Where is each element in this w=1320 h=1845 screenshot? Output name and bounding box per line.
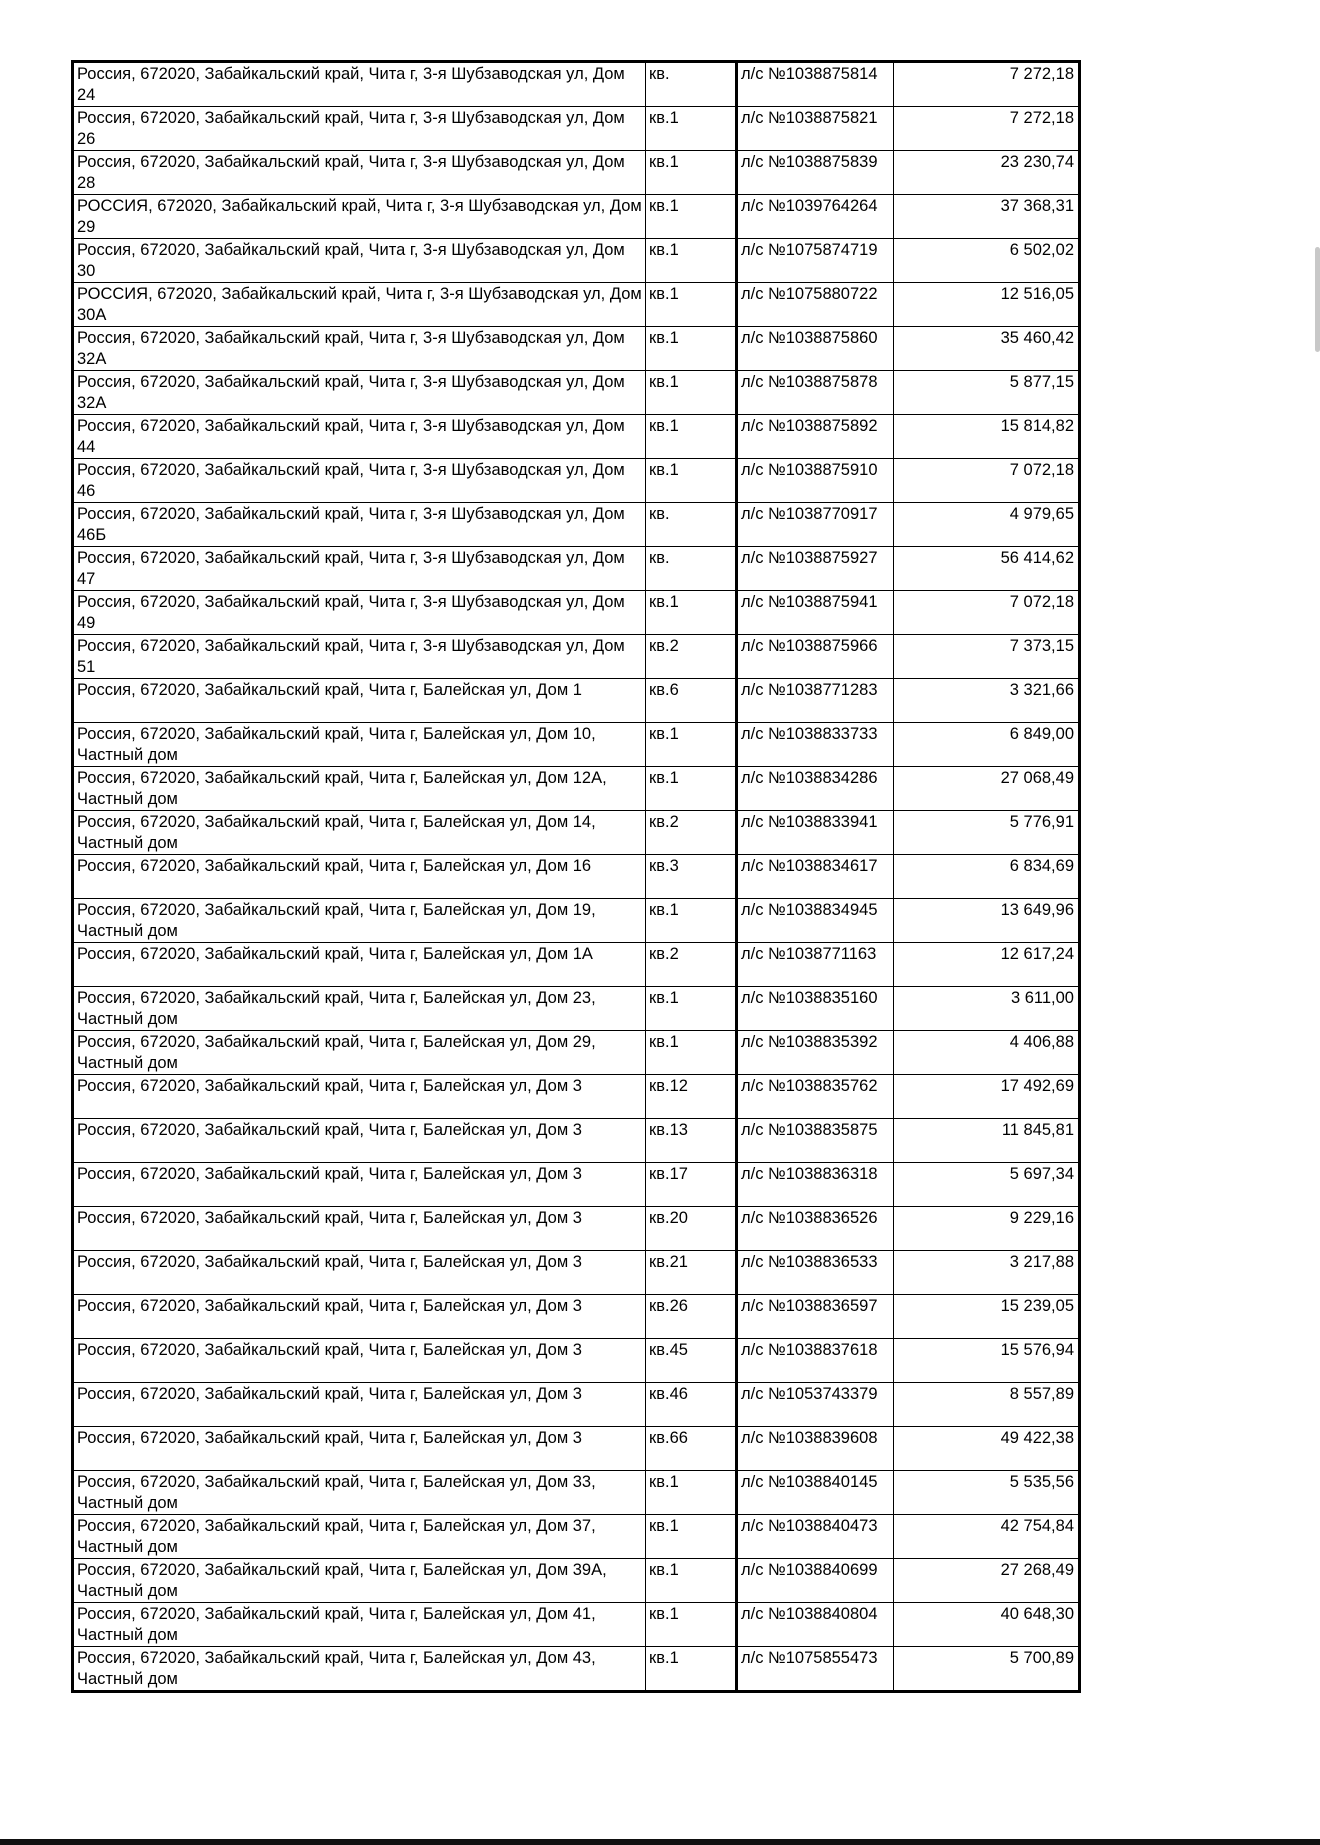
table-row — [73, 503, 1080, 547]
table-row — [73, 151, 1080, 195]
apartment-cell: кв. — [646, 503, 737, 547]
account-cell: л/с №1038836318 — [737, 1163, 894, 1207]
account-cell: л/с №1038833733 — [737, 723, 894, 767]
amount-cell: 5 535,56 — [894, 1471, 1080, 1515]
address-cell: Россия, 672020, Забайкальский край, Чита г, 3-я Шубзаводская ул, Дом 28 — [73, 151, 646, 195]
apartment-cell: кв.1 — [646, 899, 737, 943]
table-row — [73, 1075, 1080, 1119]
address-cell: Россия, 672020, Забайкальский край, Чита г, Балейская ул, Дом 3 — [73, 1075, 646, 1119]
apartment-cell: кв.1 — [646, 1559, 737, 1603]
apartment-cell: кв.1 — [646, 1515, 737, 1559]
address-cell: Россия, 672020, Забайкальский край, Чита г, 3-я Шубзаводская ул, Дом 30 — [73, 239, 646, 283]
table-row — [73, 899, 1080, 943]
table-row — [73, 1515, 1080, 1559]
apartment-cell: кв.1 — [646, 195, 737, 239]
amount-cell: 56 414,62 — [894, 547, 1080, 591]
account-cell: л/с №1038875941 — [737, 591, 894, 635]
bottom-bar — [0, 1839, 1320, 1845]
table-row — [73, 283, 1080, 327]
amount-cell: 5 877,15 — [894, 371, 1080, 415]
apartment-cell: кв.1 — [646, 415, 737, 459]
amount-cell: 15 576,94 — [894, 1339, 1080, 1383]
account-cell: л/с №1038875860 — [737, 327, 894, 371]
apartment-cell: кв.21 — [646, 1251, 737, 1295]
apartment-cell: кв.66 — [646, 1427, 737, 1471]
apartment-cell: кв. — [646, 62, 737, 107]
address-cell: Россия, 672020, Забайкальский край, Чита г, Балейская ул, Дом 3 — [73, 1339, 646, 1383]
address-cell: Россия, 672020, Забайкальский край, Чита г, Балейская ул, Дом 23, Частный дом — [73, 987, 646, 1031]
address-cell: Россия, 672020, Забайкальский край, Чита г, Балейская ул, Дом 41, Частный дом — [73, 1603, 646, 1647]
amount-cell: 4 979,65 — [894, 503, 1080, 547]
account-cell: л/с №1053743379 — [737, 1383, 894, 1427]
amount-cell: 3 611,00 — [894, 987, 1080, 1031]
table-row — [73, 1383, 1080, 1427]
amount-cell: 40 648,30 — [894, 1603, 1080, 1647]
table-row — [73, 635, 1080, 679]
table-row — [73, 1119, 1080, 1163]
account-cell: л/с №1038875878 — [737, 371, 894, 415]
account-cell: л/с №1038836533 — [737, 1251, 894, 1295]
address-cell: Россия, 672020, Забайкальский край, Чита г, 3-я Шубзаводская ул, Дом 26 — [73, 107, 646, 151]
apartment-cell: кв.46 — [646, 1383, 737, 1427]
address-cell: Россия, 672020, Забайкальский край, Чита г, 3-я Шубзаводская ул, Дом 51 — [73, 635, 646, 679]
debt-table — [71, 60, 1081, 1693]
amount-cell: 15 814,82 — [894, 415, 1080, 459]
apartment-cell: кв.26 — [646, 1295, 737, 1339]
account-cell: л/с №1038836526 — [737, 1207, 894, 1251]
apartment-cell: кв.1 — [646, 1647, 737, 1692]
amount-cell: 12 516,05 — [894, 283, 1080, 327]
table-row — [73, 1647, 1080, 1692]
address-cell: Россия, 672020, Забайкальский край, Чита г, 3-я Шубзаводская ул, Дом 24 — [73, 62, 646, 107]
table-row — [73, 415, 1080, 459]
address-cell: Россия, 672020, Забайкальский край, Чита г, Балейская ул, Дом 1 — [73, 679, 646, 723]
apartment-cell: кв.1 — [646, 1471, 737, 1515]
account-cell: л/с №1075855473 — [737, 1647, 894, 1692]
table-row — [73, 371, 1080, 415]
table-body — [73, 62, 1080, 1692]
table-row — [73, 1471, 1080, 1515]
amount-cell: 8 557,89 — [894, 1383, 1080, 1427]
apartment-cell: кв.1 — [646, 591, 737, 635]
table-row — [73, 1031, 1080, 1075]
address-cell: Россия, 672020, Забайкальский край, Чита г, 3-я Шубзаводская ул, Дом 32А — [73, 371, 646, 415]
address-cell: РОССИЯ, 672020, Забайкальский край, Чита г, 3-я Шубзаводская ул, Дом 29 — [73, 195, 646, 239]
address-cell: Россия, 672020, Забайкальский край, Чита г, Балейская ул, Дом 1А — [73, 943, 646, 987]
amount-cell: 17 492,69 — [894, 1075, 1080, 1119]
account-cell: л/с №1075880722 — [737, 283, 894, 327]
apartment-cell: кв.1 — [646, 283, 737, 327]
account-cell: л/с №1038875892 — [737, 415, 894, 459]
address-cell: Россия, 672020, Забайкальский край, Чита г, Балейская ул, Дом 29, Частный дом — [73, 1031, 646, 1075]
apartment-cell: кв.12 — [646, 1075, 737, 1119]
amount-cell: 35 460,42 — [894, 327, 1080, 371]
amount-cell: 15 239,05 — [894, 1295, 1080, 1339]
amount-cell: 5 700,89 — [894, 1647, 1080, 1692]
table-row — [73, 855, 1080, 899]
apartment-cell: кв.1 — [646, 1603, 737, 1647]
amount-cell: 3 321,66 — [894, 679, 1080, 723]
address-cell: Россия, 672020, Забайкальский край, Чита г, Балейская ул, Дом 39А, Частный дом — [73, 1559, 646, 1603]
table-row — [73, 1163, 1080, 1207]
amount-cell: 5 697,34 — [894, 1163, 1080, 1207]
table-row — [73, 943, 1080, 987]
apartment-cell: кв.2 — [646, 811, 737, 855]
table-row — [73, 1251, 1080, 1295]
address-cell: Россия, 672020, Забайкальский край, Чита г, Балейская ул, Дом 12А, Частный дом — [73, 767, 646, 811]
address-cell: Россия, 672020, Забайкальский край, Чита г, Балейская ул, Дом 3 — [73, 1383, 646, 1427]
apartment-cell: кв. — [646, 547, 737, 591]
account-cell: л/с №1038839608 — [737, 1427, 894, 1471]
apartment-cell: кв.1 — [646, 371, 737, 415]
account-cell: л/с №1038840804 — [737, 1603, 894, 1647]
table-row — [73, 591, 1080, 635]
apartment-cell: кв.1 — [646, 239, 737, 283]
amount-cell: 11 845,81 — [894, 1119, 1080, 1163]
account-cell: л/с №1038835392 — [737, 1031, 894, 1075]
amount-cell: 6 502,02 — [894, 239, 1080, 283]
account-cell: л/с №1038875814 — [737, 62, 894, 107]
address-cell: Россия, 672020, Забайкальский край, Чита г, Балейская ул, Дом 33, Частный дом — [73, 1471, 646, 1515]
address-cell: Россия, 672020, Забайкальский край, Чита г, Балейская ул, Дом 37, Частный дом — [73, 1515, 646, 1559]
table-row — [73, 459, 1080, 503]
table-row — [73, 811, 1080, 855]
amount-cell: 9 229,16 — [894, 1207, 1080, 1251]
account-cell: л/с №1038836597 — [737, 1295, 894, 1339]
address-cell: Россия, 672020, Забайкальский край, Чита г, Балейская ул, Дом 10, Частный дом — [73, 723, 646, 767]
account-cell: л/с №1038770917 — [737, 503, 894, 547]
account-cell: л/с №1038835875 — [737, 1119, 894, 1163]
table-row — [73, 1603, 1080, 1647]
address-cell: Россия, 672020, Забайкальский край, Чита г, 3-я Шубзаводская ул, Дом 44 — [73, 415, 646, 459]
table-row — [73, 62, 1080, 107]
table-row — [73, 547, 1080, 591]
amount-cell: 27 268,49 — [894, 1559, 1080, 1603]
amount-cell: 7 072,18 — [894, 591, 1080, 635]
account-cell: л/с №1038834286 — [737, 767, 894, 811]
account-cell: л/с №1038875910 — [737, 459, 894, 503]
table-row — [73, 1339, 1080, 1383]
amount-cell: 13 649,96 — [894, 899, 1080, 943]
table-row — [73, 723, 1080, 767]
address-cell: Россия, 672020, Забайкальский край, Чита г, Балейская ул, Дом 16 — [73, 855, 646, 899]
apartment-cell: кв.3 — [646, 855, 737, 899]
apartment-cell: кв.1 — [646, 151, 737, 195]
amount-cell: 12 617,24 — [894, 943, 1080, 987]
account-cell: л/с №1038875927 — [737, 547, 894, 591]
amount-cell: 3 217,88 — [894, 1251, 1080, 1295]
apartment-cell: кв.17 — [646, 1163, 737, 1207]
apartment-cell: кв.1 — [646, 327, 737, 371]
table-row — [73, 679, 1080, 723]
account-cell: л/с №1038771163 — [737, 943, 894, 987]
apartment-cell: кв.45 — [646, 1339, 737, 1383]
account-cell: л/с №1038834945 — [737, 899, 894, 943]
amount-cell: 5 776,91 — [894, 811, 1080, 855]
amount-cell: 23 230,74 — [894, 151, 1080, 195]
apartment-cell: кв.1 — [646, 107, 737, 151]
table-row — [73, 1427, 1080, 1471]
table-row — [73, 987, 1080, 1031]
account-cell: л/с №1039764264 — [737, 195, 894, 239]
account-cell: л/с №1038875821 — [737, 107, 894, 151]
address-cell: Россия, 672020, Забайкальский край, Чита г, Балейская ул, Дом 3 — [73, 1295, 646, 1339]
address-cell: Россия, 672020, Забайкальский край, Чита г, Балейская ул, Дом 3 — [73, 1251, 646, 1295]
address-cell: Россия, 672020, Забайкальский край, Чита г, Балейская ул, Дом 3 — [73, 1163, 646, 1207]
amount-cell: 7 272,18 — [894, 62, 1080, 107]
account-cell: л/с №1038875966 — [737, 635, 894, 679]
address-cell: Россия, 672020, Забайкальский край, Чита г, 3-я Шубзаводская ул, Дом 49 — [73, 591, 646, 635]
address-cell: Россия, 672020, Забайкальский край, Чита г, Балейская ул, Дом 43, Частный дом — [73, 1647, 646, 1692]
amount-cell: 49 422,38 — [894, 1427, 1080, 1471]
apartment-cell: кв.20 — [646, 1207, 737, 1251]
account-cell: л/с №1038771283 — [737, 679, 894, 723]
address-cell: РОССИЯ, 672020, Забайкальский край, Чита г, 3-я Шубзаводская ул, Дом 30А — [73, 283, 646, 327]
table-row — [73, 195, 1080, 239]
table-row — [73, 107, 1080, 151]
account-cell: л/с №1038840473 — [737, 1515, 894, 1559]
apartment-cell: кв.6 — [646, 679, 737, 723]
amount-cell: 7 373,15 — [894, 635, 1080, 679]
amount-cell: 27 068,49 — [894, 767, 1080, 811]
amount-cell: 4 406,88 — [894, 1031, 1080, 1075]
table-row — [73, 1295, 1080, 1339]
account-cell: л/с №1038834617 — [737, 855, 894, 899]
amount-cell: 7 272,18 — [894, 107, 1080, 151]
apartment-cell: кв.1 — [646, 459, 737, 503]
account-cell: л/с №1038833941 — [737, 811, 894, 855]
table-row — [73, 1559, 1080, 1603]
amount-cell: 42 754,84 — [894, 1515, 1080, 1559]
amount-cell: 6 834,69 — [894, 855, 1080, 899]
address-cell: Россия, 672020, Забайкальский край, Чита г, Балейская ул, Дом 3 — [73, 1207, 646, 1251]
apartment-cell: кв.13 — [646, 1119, 737, 1163]
account-cell: л/с №1038835762 — [737, 1075, 894, 1119]
apartment-cell: кв.1 — [646, 723, 737, 767]
account-cell: л/с №1075874719 — [737, 239, 894, 283]
apartment-cell: кв.1 — [646, 987, 737, 1031]
address-cell: Россия, 672020, Забайкальский край, Чита г, Балейская ул, Дом 19, Частный дом — [73, 899, 646, 943]
address-cell: Россия, 672020, Забайкальский край, Чита г, 3-я Шубзаводская ул, Дом 47 — [73, 547, 646, 591]
table-row — [73, 767, 1080, 811]
apartment-cell: кв.1 — [646, 1031, 737, 1075]
table-row — [73, 239, 1080, 283]
account-cell: л/с №1038835160 — [737, 987, 894, 1031]
address-cell: Россия, 672020, Забайкальский край, Чита г, 3-я Шубзаводская ул, Дом 32А — [73, 327, 646, 371]
account-cell: л/с №1038875839 — [737, 151, 894, 195]
amount-cell: 6 849,00 — [894, 723, 1080, 767]
apartment-cell: кв.1 — [646, 767, 737, 811]
amount-cell: 7 072,18 — [894, 459, 1080, 503]
address-cell: Россия, 672020, Забайкальский край, Чита г, Балейская ул, Дом 3 — [73, 1119, 646, 1163]
address-cell: Россия, 672020, Забайкальский край, Чита г, 3-я Шубзаводская ул, Дом 46 — [73, 459, 646, 503]
amount-cell: 37 368,31 — [894, 195, 1080, 239]
account-cell: л/с №1038840145 — [737, 1471, 894, 1515]
scrollbar-thumb[interactable] — [1315, 247, 1320, 352]
address-cell: Россия, 672020, Забайкальский край, Чита г, Балейская ул, Дом 3 — [73, 1427, 646, 1471]
address-cell: Россия, 672020, Забайкальский край, Чита г, Балейская ул, Дом 14, Частный дом — [73, 811, 646, 855]
account-cell: л/с №1038837618 — [737, 1339, 894, 1383]
table-row — [73, 327, 1080, 371]
apartment-cell: кв.2 — [646, 635, 737, 679]
apartment-cell: кв.2 — [646, 943, 737, 987]
account-cell: л/с №1038840699 — [737, 1559, 894, 1603]
address-cell: Россия, 672020, Забайкальский край, Чита г, 3-я Шубзаводская ул, Дом 46Б — [73, 503, 646, 547]
table-row — [73, 1207, 1080, 1251]
